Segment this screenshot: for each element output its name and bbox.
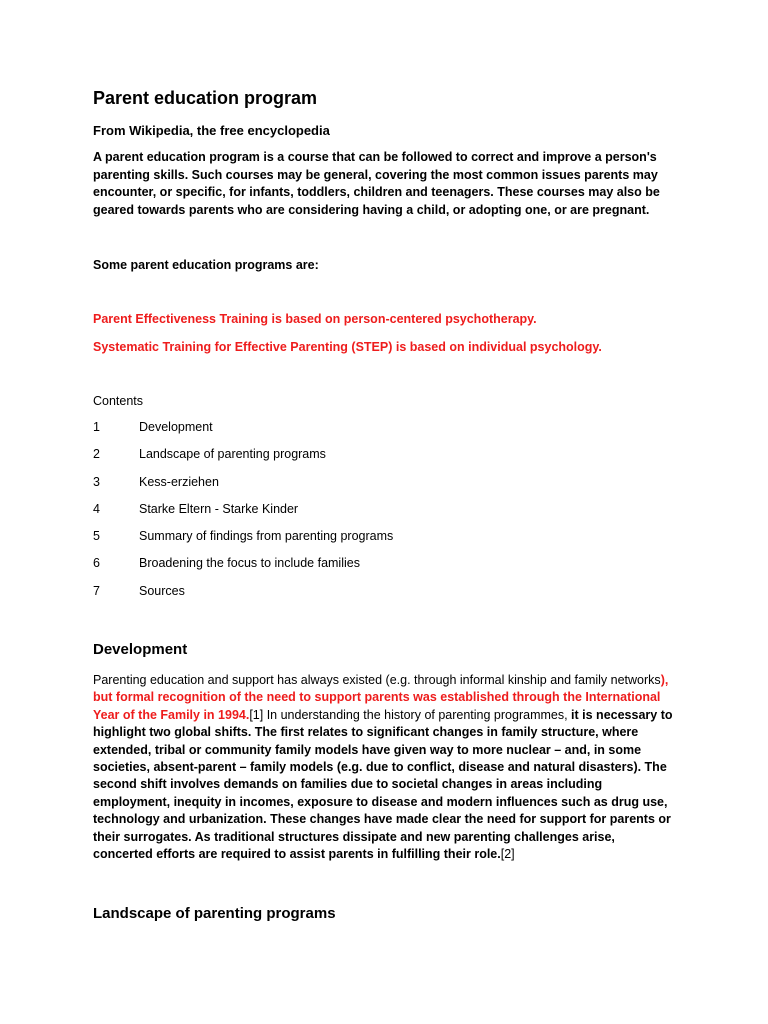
development-paragraph bbox=[93, 672, 673, 863]
program-item: Parent Effectiveness Training is based on person-centered psychotherapy. bbox=[93, 312, 537, 326]
toc-label[interactable]: Starke Eltern - Starke Kinder bbox=[139, 501, 299, 516]
toc-label[interactable]: Sources bbox=[139, 583, 185, 598]
toc-label[interactable]: Kess-erziehen bbox=[139, 474, 219, 489]
toc-label[interactable]: Summary of findings from parenting programs bbox=[139, 529, 394, 544]
toc-number: 4 bbox=[93, 501, 100, 516]
toc-item[interactable] bbox=[93, 447, 673, 474]
program-item: Systematic Training for Effective Parenting (STEP) is based on individual psychology. bbox=[93, 340, 602, 354]
development-text: Parenting education and support has always existed (e.g. through informal kinship and family networks bbox=[93, 673, 661, 687]
toc-number: 6 bbox=[93, 556, 100, 571]
intro-paragraph: A parent education program is a course that can be followed to correct and improve a person's parenting skills. Such courses may be general, covering the most common issues parents may encounter, or specific, for infants, toddlers, children and teenagers. These courses may also be geared towards parents who are considering having a child, or adopting one, or are pregnant. bbox=[93, 150, 660, 217]
contents-heading: Contents bbox=[93, 394, 144, 408]
toc-item[interactable] bbox=[93, 529, 673, 556]
section-heading-landscape: Landscape of parenting programs bbox=[93, 905, 336, 922]
toc-item[interactable] bbox=[93, 420, 673, 447]
toc-number: 3 bbox=[93, 474, 100, 489]
toc-number: 2 bbox=[93, 447, 100, 462]
toc-number: 1 bbox=[93, 420, 100, 434]
toc-number: 5 bbox=[93, 529, 100, 544]
toc-label[interactable]: Development bbox=[139, 420, 213, 434]
development-highlight: ), but formal recognition of the need to support parents was established through the International Year of the Family in 1994. bbox=[93, 673, 669, 722]
toc-item[interactable] bbox=[93, 475, 673, 502]
toc-item[interactable] bbox=[93, 556, 673, 583]
section-heading-development: Development bbox=[93, 641, 188, 658]
toc-number: 7 bbox=[93, 583, 100, 598]
table-of-contents bbox=[93, 420, 673, 611]
page-subtitle: From Wikipedia, the free encyclopedia bbox=[93, 123, 330, 138]
page-title: Parent education program bbox=[93, 88, 318, 108]
toc-label[interactable]: Broadening the focus to include families bbox=[139, 556, 360, 571]
citation-link[interactable]: [1] In understanding the history of parenting programmes, bbox=[249, 707, 568, 722]
toc-label[interactable]: Landscape of parenting programs bbox=[139, 447, 326, 462]
toc-item[interactable] bbox=[93, 584, 673, 611]
development-text-bold: it is necessary to highlight two global shifts. The first relates to significant changes in family structure, where extended, tribal or community family models have given way to more nuclear – and, in some societies, absent-parent – family models (e.g. due to conflict, disease and natural disasters). The second shift involves demands on families due to societal changes in areas including employment, inequity in incomes, exposure to disease and modern influences such as drug use, technology and urbanization. These changes have made clear the need for support for parents or their surrogates. As traditional structures dissipate and new parenting challenges arise, concerted efforts are required to assist parents in fulfilling their role. bbox=[93, 707, 673, 862]
programs-heading: Some parent education programs are: bbox=[93, 258, 319, 272]
toc-item[interactable] bbox=[93, 502, 673, 529]
citation-link[interactable]: [2] bbox=[500, 847, 515, 862]
